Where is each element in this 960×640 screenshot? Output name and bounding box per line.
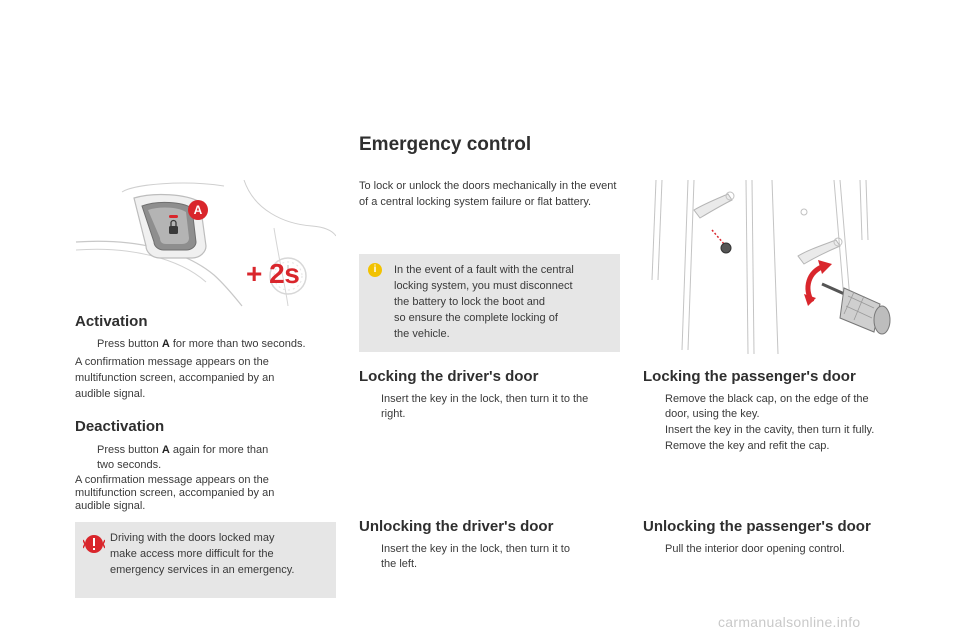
activation-section	[75, 337, 340, 402]
list-item: Insert the key in the lock, then turn it to the right.	[381, 393, 589, 420]
door-edge-illustration	[648, 180, 898, 356]
unlocking-driver-steps	[359, 542, 621, 573]
deactivation-heading: Deactivation	[75, 418, 165, 435]
list-item: Insert the key in the cavity, then turn it fully.	[665, 424, 875, 436]
warning-icon	[83, 534, 105, 559]
deactivation-section	[75, 443, 340, 513]
emergency-intro: To lock or unlock the doors mechanically in the event of a central locking system failure or flat battery.	[359, 180, 617, 208]
button-a-ref: A	[161, 444, 170, 456]
warning-box	[75, 522, 336, 598]
button-a-ref: A	[161, 338, 170, 350]
warning-text: Driving with the doors locked may make access more difficult for the emergency services in an emergency.	[110, 532, 295, 576]
info-icon: i	[368, 263, 382, 277]
unlocking-passenger-steps	[643, 542, 913, 558]
unlocking-passenger-heading: Unlocking the passenger's door	[643, 518, 871, 535]
locking-driver-steps	[359, 392, 621, 423]
locking-driver-heading: Locking the driver's door	[359, 368, 539, 385]
locking-passenger-heading: Locking the passenger's door	[643, 368, 856, 385]
locking-passenger-steps	[643, 392, 913, 455]
activation-text: A confirmation message appears on the multifunction screen, accompanied by an audible signal.	[75, 356, 275, 400]
watermark: carmanualsonline.info	[718, 614, 861, 630]
info-text: In the event of a fault with the central locking system, you must disconnect the battery to lock the boot and so ensure the complete locking of the vehicle.	[394, 264, 574, 340]
list-item: Remove the black cap, on the edge of the door, using the key.	[665, 393, 869, 420]
label-a-text: A	[193, 203, 203, 217]
info-box	[359, 254, 620, 352]
label-a-badge	[188, 200, 208, 220]
unlocking-driver-heading: Unlocking the driver's door	[359, 518, 554, 535]
activation-step: Press button A for more than two seconds.	[97, 338, 306, 350]
emergency-control-title: Emergency control	[359, 134, 532, 155]
deactivation-step: Press button A again for more than two seconds.	[97, 444, 269, 471]
deactivation-text: A confirmation message appears on the multifunction screen, accompanied by an audible signal.	[75, 474, 275, 512]
duration-label: + 2s	[246, 258, 300, 289]
activation-heading: Activation	[75, 313, 148, 330]
list-item: Pull the interior door opening control.	[665, 543, 845, 555]
passenger-door-key-drawing	[648, 180, 898, 356]
list-item: Remove the key and refit the cap.	[665, 440, 830, 452]
list-item: Insert the key in the lock, then turn it to the left.	[381, 543, 570, 570]
